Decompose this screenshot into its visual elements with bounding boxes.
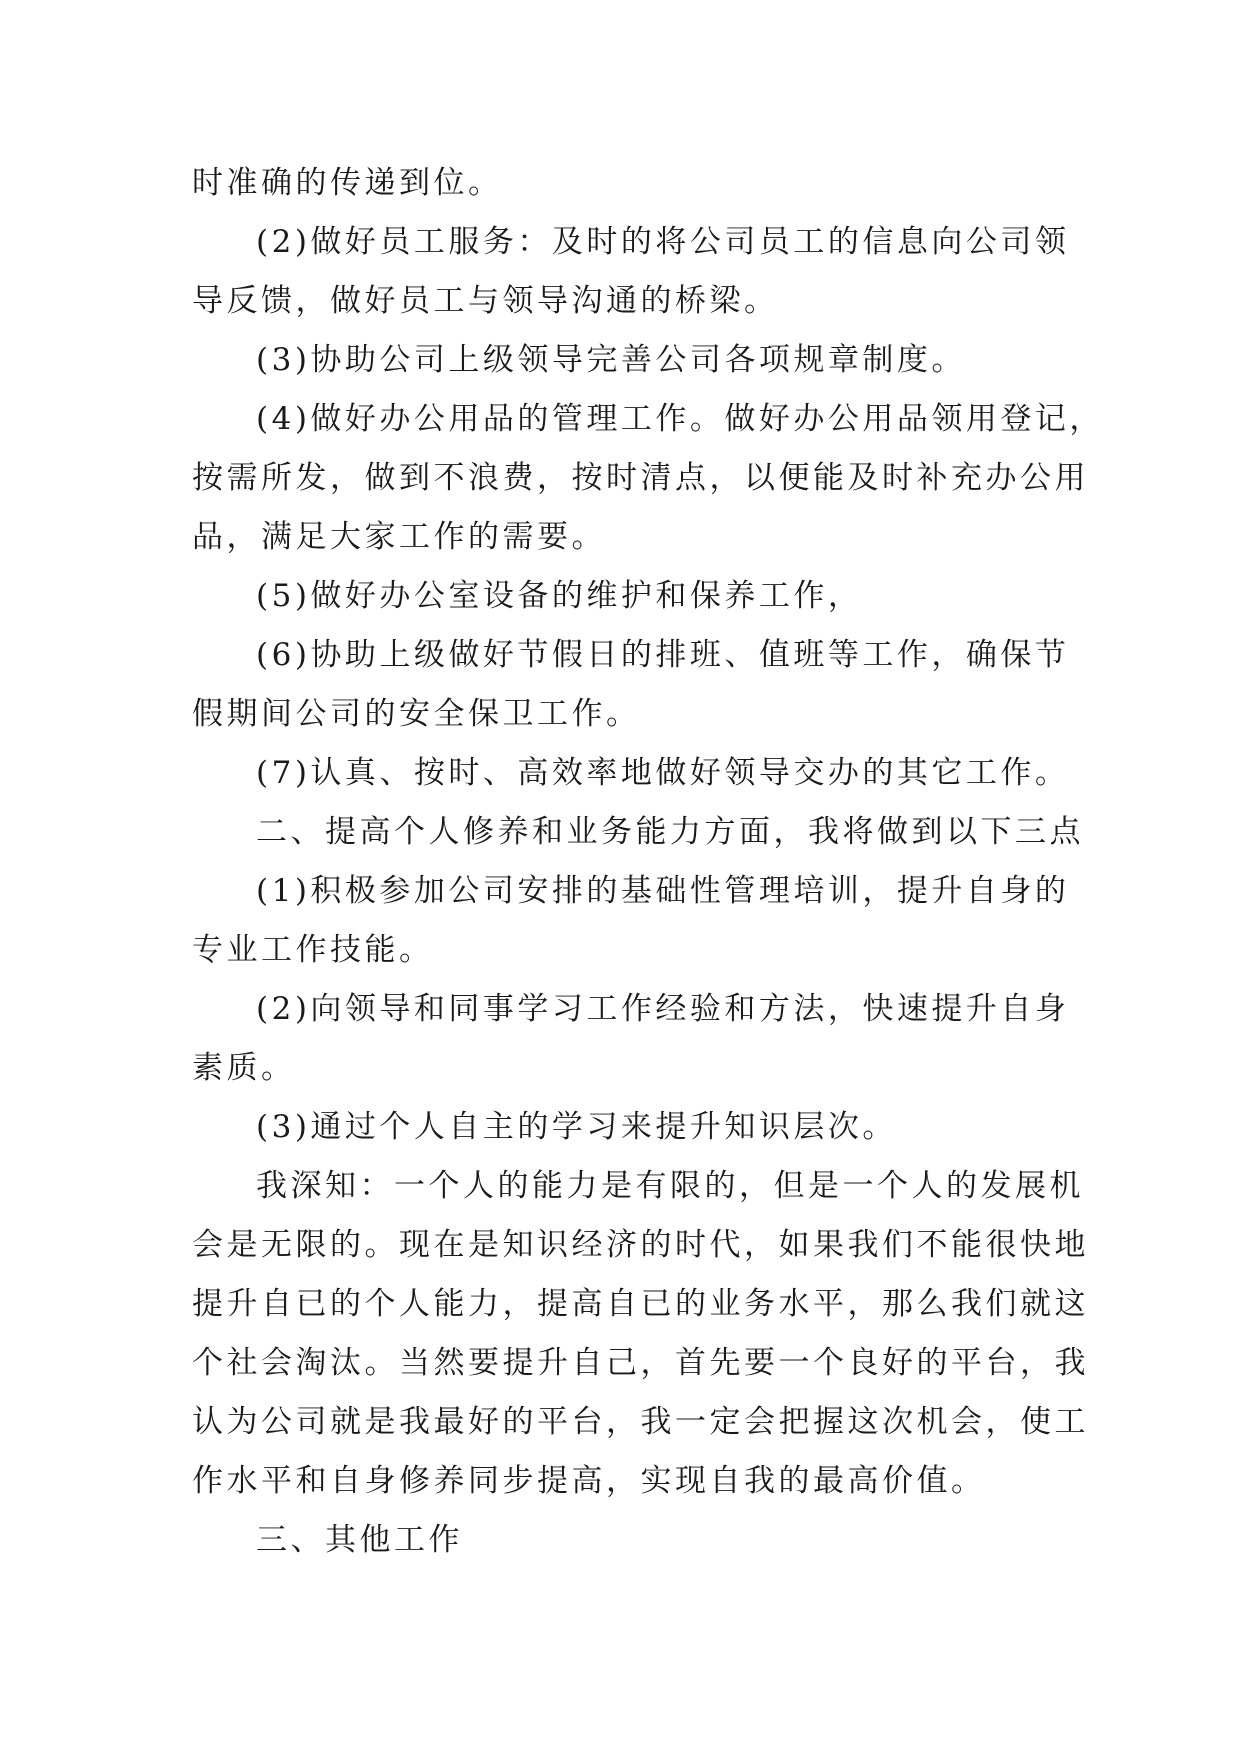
text-line: 提升自已的个人能力，提高自已的业务水平，那么我们就这: [192, 1286, 1089, 1322]
text-line: 素质。: [192, 1050, 296, 1086]
text-line: 我深知：一个人的能力是有限的，但是一个人的发展机: [256, 1168, 1084, 1204]
text-line: 导反馈，做好员工与领导沟通的桥梁。: [192, 283, 779, 319]
text-line: (2)做好员工服务：及时的将公司员工的信息向公司领: [256, 224, 1070, 260]
text-line: 按需所发，做到不浪费，按时清点，以便能及时补充办公用: [192, 460, 1089, 496]
section-heading: 二、提高个人修养和业务能力方面，我将做到以下三点: [256, 814, 1084, 850]
text-line: 会是无限的。现在是知识经济的时代，如果我们不能很快地: [192, 1227, 1089, 1263]
text-line: (7)认真、按时、高效率地做好领导交办的其它工作。: [256, 755, 1070, 791]
text-line: 假期间公司的安全保卫工作。: [192, 696, 641, 732]
text-line: 专业工作技能。: [192, 932, 434, 968]
text-line: (2)向领导和同事学习工作经验和方法，快速提升自身: [256, 991, 1070, 1027]
text-line: (3)协助公司上级领导完善公司各项规章制度。: [256, 342, 966, 378]
text-line: 个社会淘汰。当然要提升自己，首先要一个良好的平台，我: [192, 1345, 1089, 1381]
text-line: 作水平和自身修养同步提高，实现自我的最高价值。: [192, 1463, 986, 1499]
text-line: (4)做好办公用品的管理工作。做好办公用品领用登记，: [256, 401, 1104, 437]
text-line: (3)通过个人自主的学习来提升知识层次。: [256, 1109, 897, 1145]
text-line: (6)协助上级做好节假日的排班、值班等工作，确保节: [256, 637, 1070, 673]
section-heading: 三、其他工作: [256, 1522, 463, 1558]
body-text: [192, 154, 1104, 1570]
text-line: 认为公司就是我最好的平台，我一定会把握这次机会，使工: [192, 1404, 1089, 1440]
text-line: (1)积极参加公司安排的基础性管理培训，提升自身的: [256, 873, 1070, 909]
text-line: 品，满足大家工作的需要。: [192, 519, 606, 555]
text-line: (5)做好办公室设备的维护和保养工作，: [256, 578, 863, 614]
text-line: 时准确的传递到位。: [192, 165, 503, 201]
